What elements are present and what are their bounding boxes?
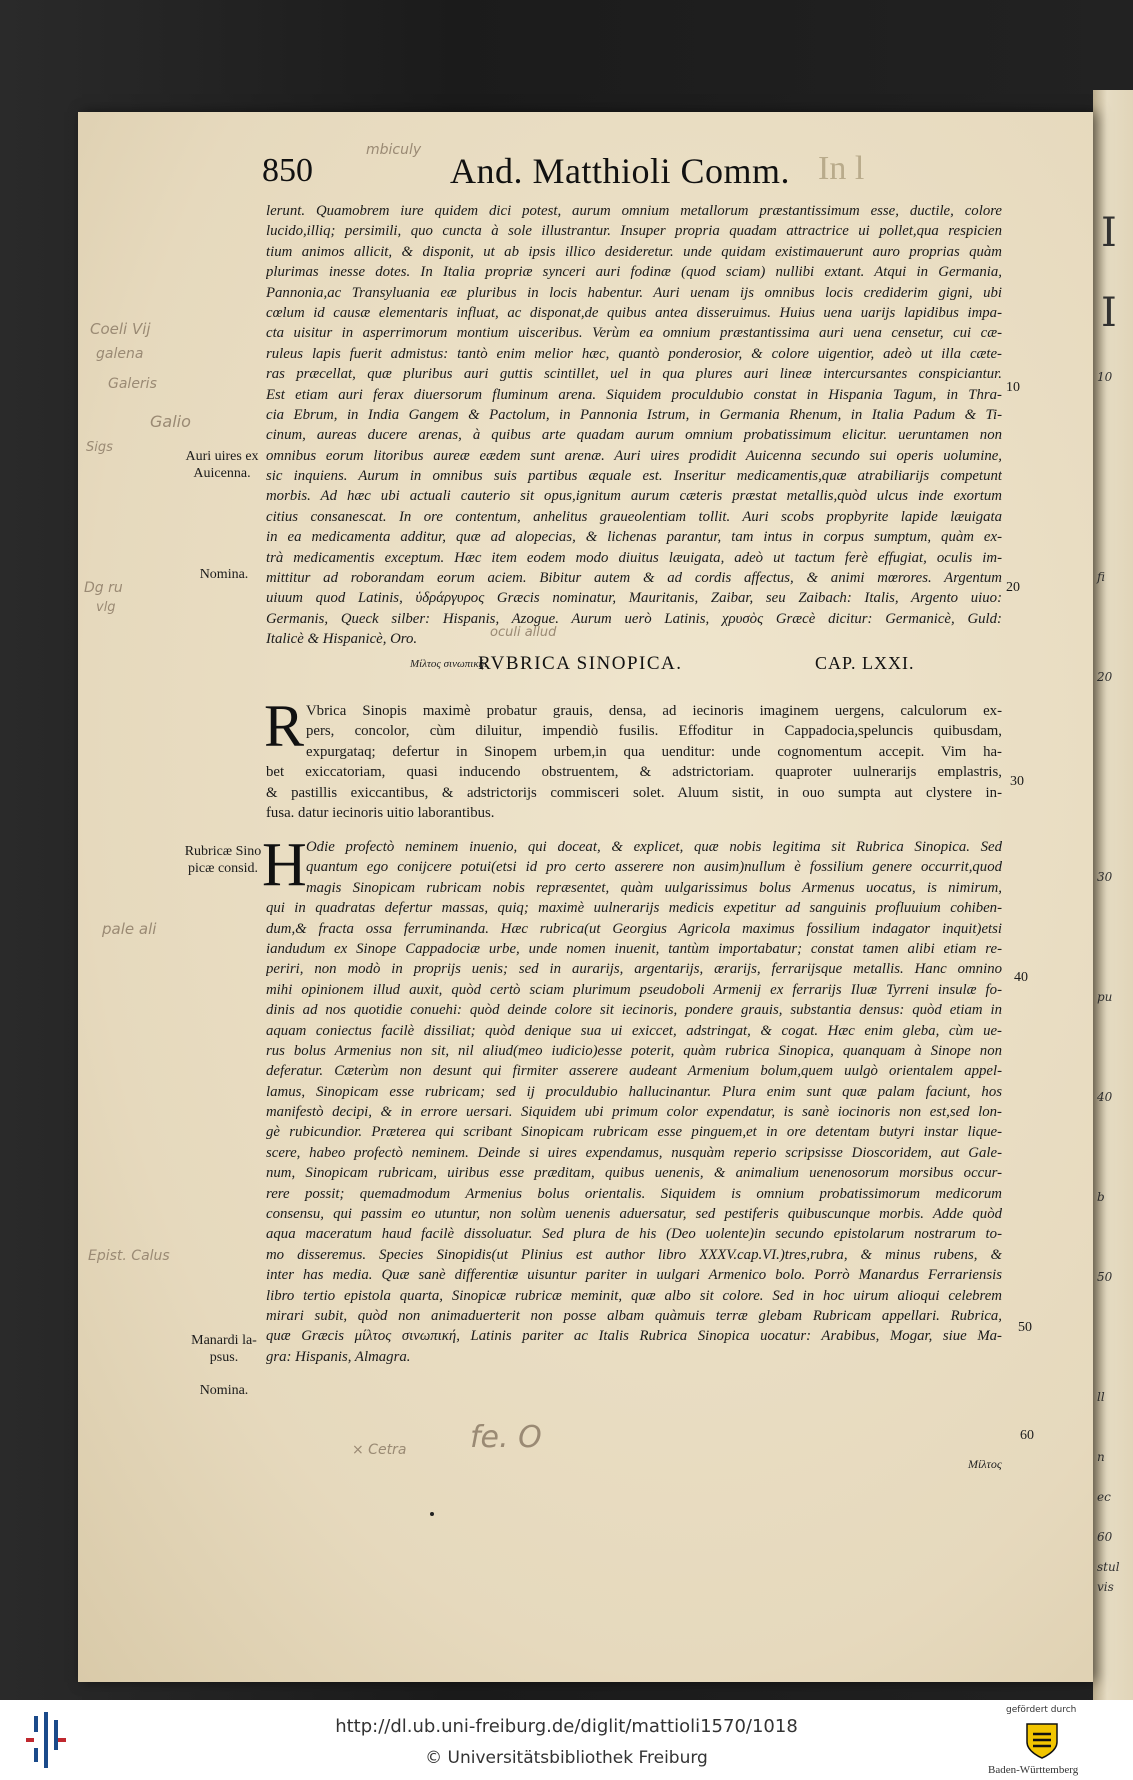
- text-line: deferatur. Cæterùm non desunt qui firmiter asserere audeant Armenium bolum,quem uulgò orientalem appel-: [266, 1063, 1002, 1080]
- text-line: fusa. datur iecinoris uitio laborantibus.: [266, 804, 495, 821]
- text-line: morbis. Ad hæc ubi actuali cauterio sit opus,ignitum aurum cæteris præstat metallis,quòd ulcus inde exortum: [266, 488, 1002, 505]
- facing-fragment: vis: [1097, 1580, 1114, 1594]
- text-line: iandudum ex Sinope Cappadociæ urbe, unde nomen inuenit, tantùm importabatur; constat tamen alibi etiam re-: [266, 940, 1002, 957]
- text-line: gra: Hispanis, Almagra.: [266, 1348, 411, 1365]
- text-line: bet exiccatoriam, quasi inducendo obstruentem, & adstrictoriam. quaproter uulnerarijs emplastris,: [266, 764, 1002, 781]
- margin-note-rubricae: Rubricæ Sino picæ consid.: [184, 844, 262, 876]
- facing-fragment: n: [1097, 1450, 1105, 1464]
- text-line: Vbrica Sinopis maximè probatur grauis, densa, ad iecinoris imaginem uergens, calculorum ex-: [306, 703, 1002, 719]
- text-line: quæ Græcis μίλτος σινωπική, Latinis pariter ac Italis Rubrica Sinopica uocatur: Arabibus, Mogar, siue Ma-: [266, 1328, 1002, 1345]
- text-line: libro tertio epistola quarta, Sinopicæ rubricæ meminit, quæ albo sit colore. Sed in hoc uirum alioqui celebrem: [266, 1287, 1002, 1304]
- text-line: mittitur ad roborandam eorum aciem. Bibitur autem & ad cordis affectus, & animi mœrores. Argentum: [266, 570, 1002, 587]
- text-line: magis Sinopicam rubricam nobis repræsentet, quàm uulgarissimus bolus Armenus uocatus, is nimirum,: [306, 879, 1002, 896]
- handwritten-note: Galeris: [108, 376, 157, 392]
- bleed-through-text: In l: [818, 150, 865, 187]
- sponsor-state: Baden-Württemberg: [988, 1764, 1079, 1776]
- running-title: And. Matthioli Comm.: [450, 151, 791, 191]
- margin-note-nomina: Nomina.: [199, 1383, 249, 1398]
- text-line: Italicè & Hispanicè, Oro.: [266, 631, 418, 648]
- line-number: 40: [1014, 970, 1028, 985]
- handwritten-note: × Cetra: [352, 1442, 407, 1458]
- dioscorides-paragraph: [266, 701, 1002, 823]
- text-line: periri, non modò in proprijs uenis; sed in aurarijs, argentarijs, ærarijs, ferrarijsque metallis. Hanc omnino: [266, 961, 1002, 978]
- text-line: Est etiam auri ferax diuersorum fluminum arena. Siquidem proculdubio constat in Hispania Tagum, in Thra-: [266, 386, 1002, 403]
- facing-fragment: fi: [1097, 570, 1106, 584]
- facing-fragment: 40: [1097, 1090, 1113, 1104]
- facing-page-edge: [1093, 90, 1133, 1700]
- handwritten-note: Epist. Calus: [88, 1248, 170, 1264]
- text-line: scere, habeo profectò neminem. Deinde si uires expendamus, nusquàm reperio scripsisse Dioscoridem, aut Gale-: [266, 1144, 1002, 1161]
- margin-note-manardi: Manardi la- psus.: [191, 1333, 257, 1365]
- text-line: rere possit; quemadmodum Armenius bolus orientalis. Siquidem is omnium probatissimorum medicorum: [266, 1185, 1002, 1202]
- facing-fragment: ll: [1097, 1390, 1105, 1404]
- facing-fragment: pu: [1097, 990, 1113, 1004]
- text-line: & pastillis exiccantibus, & adstrictorijs commisceri solet. Aluum sistit, in ouo sumpta aut clystere in-: [266, 784, 1002, 801]
- text-line: lerunt. Quamobrem iure quidem dici potest, aurum omnium metallorum præstantissimum esse, ductile, colore: [266, 203, 1002, 219]
- text-line: dinis ad nos quotidie conuehi: quòd deinde colore sit iecinoris, pondere grauis, substantia densus: quòd etiam in: [266, 1002, 1002, 1019]
- handwritten-note: Sigs: [86, 440, 113, 455]
- text-line: qui in quadratas defertur massas, quiq; maximè uulnerarijs medicis expetitur ad sanguinis profluuium cohiben-: [266, 900, 1002, 917]
- handwritten-note: pale ali: [102, 920, 157, 938]
- chapter-greek-title: Μίλτος σινωπική.: [410, 658, 487, 670]
- text-line: plurimas inesse dotes. In Italia propriæ synceri auri fodinæ (quod sciam) nullibi extant. Atqui in Germania,: [266, 264, 1002, 281]
- page-number: 850: [262, 152, 313, 189]
- text-line: lamus, Sinopicam esse rubricam; sed ij proculdubio hallucinantur. Plura enim sunt quæ palam faciunt, hos: [266, 1083, 1002, 1100]
- footer-copyright: © Universitätsbibliothek Freiburg: [425, 1748, 708, 1768]
- handwritten-note: Galio: [150, 412, 191, 431]
- text-line: aqua maceratum haud facilè dissoluatur. Sed plura de his (Deo uolente)in secundo epistolarum nostrarum to-: [266, 1226, 1002, 1243]
- text-line: gè rubicundior. Præterea qui scribant Sinopicam rubricam esse pinguem,et in ore detentam butyri instar lique-: [266, 1124, 1002, 1141]
- text-line: Germanis, Queck silber: Hispanis, Azogue. Aurum uerò Latinis, χρυσὸς Græcè dicitur: Germanicè, Guld:: [266, 610, 1002, 627]
- facing-fragment: I: [1101, 210, 1117, 256]
- text-line: manifestò decipi, & in errore uersari. Siquidem ubi primum color expendatur, is sanè iocinoris non est,sed lon-: [266, 1104, 1002, 1121]
- line-number: 20: [1006, 580, 1020, 595]
- text-line: tium animos allicit, & disponit, ut ab ipsis illico desideretur. unde quidam existimauerunt auro proprias quàm: [266, 243, 1002, 260]
- text-line: cinum, aureas ducere arenas, à quibus arte quadam aurum omnium probatissimum elicitur. ueruntamen non: [266, 427, 1002, 444]
- text-line: Pannonia,ac Transyluania eæ pluribus in locis habentur. Auri uenam ijs omnibus locis crediderim gigni, ubi: [266, 284, 1002, 301]
- text-line: cœlum id causæ elementaris influat, ac disponat,de quibus antea disseruimus. Huius uena uarijs lapidibus impa-: [266, 304, 1002, 321]
- text-line: cta uisitur in asperrimorum montium uisceribus. Verùm ea omnium præstantissima auri uena censetur, cui cæ-: [266, 325, 1002, 342]
- drop-cap: R: [264, 693, 305, 759]
- footer-bar: [0, 1700, 1133, 1780]
- text-line: Odie profectò neminem inuenio, qui doceat, & explicet, quæ nobis legitima sit Rubrica Sinopica. Sed: [306, 839, 1002, 855]
- text-line: omnibus eorum litoribus aureæ eædem sunt arenæ. Auri uires prodidit Auicenna secundo sui operis uolumine,: [266, 447, 1002, 464]
- handwritten-note: oculi allud: [490, 625, 557, 640]
- drop-cap: H: [262, 831, 307, 899]
- handwritten-note: Dg ru: [84, 580, 123, 596]
- text-line: rus bolus Armenius non sit, nil aliud(meo iudicio)esse poterit, quàm rubrica Sinopica, quanquam à Sinope non: [266, 1042, 1002, 1059]
- text-line: mo disseremus. Species Sinopidis(ut Plinius est author libro XXXV.cap.VI.)tres,rubra, & minus rubens, &: [266, 1246, 1002, 1263]
- catchword: Μίλτος: [968, 1457, 1002, 1471]
- line-number: 10: [1006, 380, 1020, 395]
- text-line: in ea medicamenta additur, quæ ad alopecias, & lichenas parantur, tam intus in corpus sumptum, quàm ex-: [266, 529, 1002, 546]
- facing-fragment: 60: [1097, 1530, 1113, 1544]
- chapter-title: RVBRICA SINOPICA.: [478, 653, 683, 674]
- text-line: ruleus lapis fuerit admistus: tantò enim melior hæc, quantò ponderosior, & colore uigentior, adeò ut illa cæte-: [266, 345, 1002, 362]
- text-line: expurgataq; defertur in Sinopem urbem,in qua uenditur: unde cognomentum accepit. Vim ha-: [306, 743, 1002, 760]
- facing-fragment: ec: [1097, 1490, 1111, 1504]
- handwritten-note: fe. O: [470, 1420, 542, 1455]
- facing-fragment: 20: [1097, 670, 1113, 684]
- page-dot: [430, 1512, 434, 1516]
- line-number: 30: [1010, 774, 1024, 789]
- handwritten-note: Coeli Vij: [90, 320, 151, 338]
- text-line: inter has media. Quæ sanè differentiæ uisuntur pariter in uulgari Armenico bolo. Porrò Manardus Ferrariensis: [266, 1267, 1002, 1284]
- line-number: 50: [1018, 1320, 1032, 1335]
- text-line: quantum ego conijcere potui(etsi id pro certo asserere non ausim)nullum è fossilium genere occurrit,quod: [306, 859, 1002, 876]
- facing-fragment: 50: [1097, 1270, 1113, 1284]
- text-line: mirari subit, quòd non animaduerterit non posse albam quàmuis terræ glebam Rubricam appellari. Rubrica,: [266, 1307, 1002, 1324]
- text-line: pers, concolor, cùm diluitur, impendiò fusilis. Effoditur in Cappadocia,speluncis quibusdam,: [306, 723, 1002, 740]
- facing-fragment: stul: [1097, 1560, 1120, 1574]
- footer-url[interactable]: http://dl.ub.uni-freiburg.de/diglit/mattioli1570/1018: [335, 1716, 798, 1737]
- text-line: trà medicamentis exceptum. Hæc item eodem modo diuitus læuigata, adeò ut tactum ferè effugiat, oculis im-: [266, 549, 1002, 566]
- coat-of-arms-icon: [1024, 1720, 1060, 1760]
- commentary-paragraph: [266, 837, 1002, 1367]
- text-line: lucido,illiq; persimili, quo cuncta à sole illustrantur. Insuper propria quadam attractrice ui pollet,qua respicien: [266, 223, 1002, 240]
- text-line: aquam coniectus facilè dissiliat; quòd denique sua ui exiccet, adstringat, & cogat. Hæc enim gleba, cùm ue-: [266, 1022, 1002, 1039]
- continuation-paragraph: [266, 201, 1002, 650]
- text-line: mihi opinionem illud auxit, quòd certò sciam plurimum pseudoboli Armenij ex ferrarijs Iluæ Tyrreni insulæ fo-: [266, 981, 1002, 998]
- margin-note-auri-uires: Auri uires ex Auicenna.: [185, 449, 259, 481]
- text-line: dum,& fracta ossa ferruminanda. Hæc rubrica(ut Georgius Agricola maximus fossilium indagator inquit)etsi: [266, 920, 1002, 937]
- text-line: num, Sinopicam rubricam, uiribus esse præditam, quibus uenenis, & animalium uenenosorum morsibus occur-: [266, 1165, 1002, 1182]
- text-line: cia Ebrum, in India Gangem & Pactolum, in Pannonia Istrum, in Germania Rhenum, in Italia Padum & Ti-: [266, 406, 1002, 423]
- line-number: 60: [1020, 1428, 1034, 1443]
- facing-fragment: 30: [1097, 870, 1113, 884]
- chapter-number: CAP. LXXI.: [815, 653, 915, 673]
- facing-fragment: I: [1101, 290, 1117, 336]
- text-line: uiuum quod Latinis, ὑδράργυρος Græcis nominatur, Mauritanis, Zaibar, seu Zaibach: Italis, Argento uiuo:: [266, 590, 1002, 607]
- text-line: consensu, qui passim eo utuntur, non solùm uenenis aduersatur, sed pestiferis quibuscunque morbis. Adde quòd: [266, 1206, 1002, 1223]
- handwritten-note: galena: [96, 346, 144, 362]
- text-line: citius consanescat. In ore contentum, anhelitus graueolentiam tollit. Auri scobs propbyrite lapide læuigata: [266, 508, 1002, 525]
- text-line: sic inquiens. Aurum in omnibus suis partibus æquale est. Inseritur medicamentis,quæ atrabiliarijs competunt: [266, 468, 1002, 485]
- sponsor-label: gefördert durch: [1006, 1705, 1077, 1715]
- facing-fragment: b: [1097, 1190, 1105, 1204]
- handwritten-note: mbiculy: [366, 142, 422, 158]
- handwritten-note: vlg: [96, 600, 116, 615]
- facing-fragment: 10: [1097, 370, 1113, 384]
- margin-note-nomina: Nomina.: [199, 567, 249, 582]
- text-line: ras præcellat, quæ pluribus auri guttis scintillet, uel in qua plures auri lineæ intercursantes conspiciantur.: [266, 366, 1002, 383]
